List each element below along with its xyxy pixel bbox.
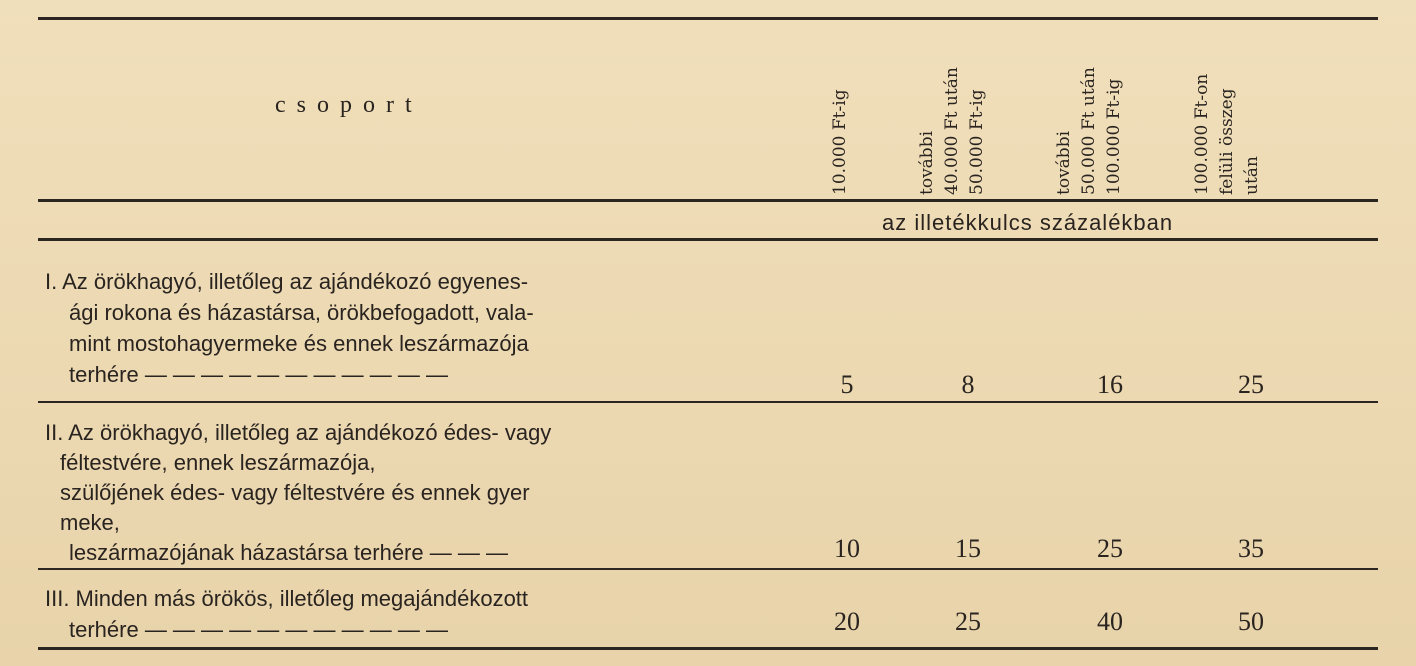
column-header-1-line-1: 10.000 Ft-ig bbox=[830, 89, 850, 195]
row-2-line-2: féltestvére, ennek leszármazója, bbox=[60, 450, 376, 475]
row-3-value-1: 20 bbox=[834, 607, 860, 636]
column-header-3 bbox=[1052, 67, 1127, 195]
column-header-4-line-2: felüli összeg bbox=[1217, 88, 1237, 195]
row-1-value-3: 16 bbox=[1097, 370, 1123, 399]
row-3-value-2: 25 bbox=[955, 607, 981, 636]
column-header-4 bbox=[1190, 74, 1265, 195]
table-bottom-rule bbox=[38, 647, 1378, 650]
row-3-value-4: 50 bbox=[1238, 607, 1264, 636]
row-2-value-1: 10 bbox=[834, 534, 860, 563]
unit-row-rule bbox=[38, 238, 1378, 241]
row-2-line-5: leszármazójának házastársa terhére — — — bbox=[69, 540, 508, 565]
column-header-2-line-2: 40.000 Ft után bbox=[942, 67, 962, 195]
row-2-description bbox=[45, 418, 705, 568]
column-header-2 bbox=[915, 67, 990, 195]
row-2-line-1: II. Az örökhagyó, illetőleg az ajándékozó édes- vagy bbox=[45, 420, 552, 445]
column-header-3-line-2: 50.000 Ft után bbox=[1079, 67, 1099, 195]
row-1-description bbox=[45, 266, 705, 390]
row-3-line-1: III. Minden más örökös, illetőleg megajándékozott bbox=[45, 586, 529, 611]
column-header-4-line-3: után bbox=[1242, 156, 1262, 195]
row-2-line-4: meke, bbox=[60, 510, 120, 535]
row-3-value-3: 40 bbox=[1097, 607, 1123, 636]
unit-label: az illetékkulcs százalékban bbox=[882, 210, 1174, 235]
row-2-value-3: 25 bbox=[1097, 534, 1123, 563]
column-header-4-line-1: 100.000 Ft-on bbox=[1192, 73, 1212, 195]
row-2-value-2: 15 bbox=[955, 534, 981, 563]
column-header-3-line-1: további bbox=[1054, 130, 1074, 195]
row-1-line-1: I. Az örökhagyó, illetőleg az ajándékozó egyenes- bbox=[45, 269, 529, 294]
row-2-line-3: szülőjének édes- vagy féltestvére és ennek gyer bbox=[60, 480, 530, 505]
header-bottom-rule bbox=[38, 199, 1378, 202]
column-header-1 bbox=[828, 89, 853, 195]
row-1-line-4: terhére — — — — — — — — — — — bbox=[69, 362, 448, 387]
column-header-2-line-3: 50.000 Ft-ig bbox=[967, 89, 987, 195]
row-2-value-4: 35 bbox=[1238, 534, 1264, 563]
group-column-header: csoport bbox=[275, 92, 423, 118]
row-1-bottom-rule bbox=[38, 401, 1378, 403]
column-header-3-line-3: 100.000 Ft-ig bbox=[1104, 78, 1124, 195]
column-header-2-line-1: további bbox=[917, 130, 937, 195]
row-3-description bbox=[45, 583, 705, 645]
row-1-line-3: mint mostohagyermeke és ennek leszármazója bbox=[69, 331, 529, 356]
row-2-bottom-rule bbox=[38, 568, 1378, 570]
table-top-rule bbox=[38, 17, 1378, 20]
row-1-value-1: 5 bbox=[840, 370, 854, 399]
row-3-line-2: terhére — — — — — — — — — — — bbox=[69, 617, 448, 642]
row-1-value-2: 8 bbox=[961, 370, 975, 399]
row-1-line-2: ági rokona és házastársa, örökbefogadott, vala- bbox=[69, 300, 534, 325]
row-1-value-4: 25 bbox=[1238, 370, 1264, 399]
